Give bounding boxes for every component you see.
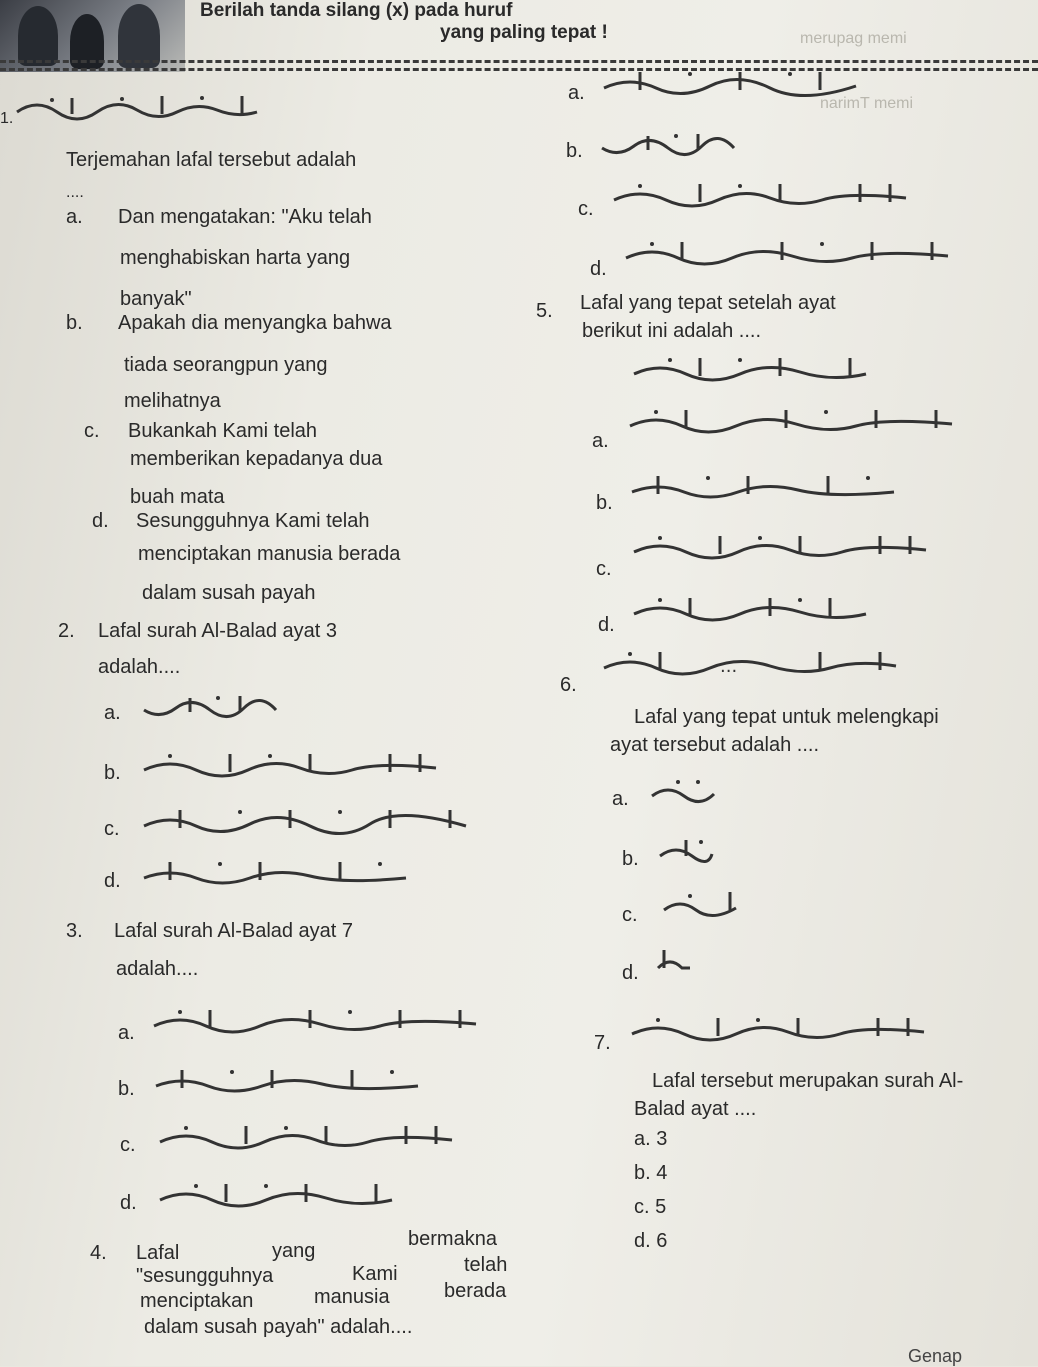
q5-stem: berikut ini adalah .... <box>582 320 761 342</box>
q4-text: "sesungguhnya <box>136 1265 274 1287</box>
instruction-header <box>190 0 1038 60</box>
q7-number: 7. <box>594 1032 611 1054</box>
q1-option-text: buah mata <box>130 486 225 508</box>
header-divider <box>0 60 1038 63</box>
q1-option-text: Dan mengatakan: "Aku telah <box>118 206 372 228</box>
q5-option-a-arabic <box>626 404 956 434</box>
header-divider-2 <box>0 68 1038 71</box>
q2-option-a-arabic <box>140 690 280 720</box>
q1-ellipsis: .... <box>66 184 84 201</box>
q2-option-c-arabic <box>140 804 470 834</box>
q1-number: 1. <box>0 110 14 127</box>
q7-option-b[interactable]: b. 4 <box>634 1162 668 1184</box>
q2-stem: Lafal surah Al-Balad ayat 3 <box>98 620 338 642</box>
q4-text: berada <box>444 1280 507 1302</box>
q1-arabic-option-letter[interactable]: d. <box>590 258 607 280</box>
q3-option-letter[interactable]: b. <box>118 1078 135 1100</box>
q5-option-b-arabic <box>628 470 898 500</box>
q5-stem: Lafal yang tepat setelah ayat <box>580 292 836 314</box>
q1-option-text: Bukankah Kami telah <box>128 420 318 442</box>
q6-option-c-arabic <box>660 888 740 918</box>
q3-stem: Lafal surah Al-Balad ayat 7 <box>114 920 354 942</box>
q5-option-d-arabic <box>630 592 870 622</box>
q2-option-letter[interactable]: d. <box>104 870 121 892</box>
q6-arabic-verse <box>600 646 900 676</box>
q6-option-letter[interactable]: b. <box>622 848 639 870</box>
q2-stem: adalah.... <box>98 656 181 678</box>
q1-option-text: Apakah dia menyangka bahwa <box>118 312 392 334</box>
q1-arabic-option-c <box>610 178 910 208</box>
q4-text: Kami <box>352 1263 398 1285</box>
q1-option-letter: a. <box>66 206 83 228</box>
q2-option-letter[interactable]: a. <box>104 702 121 724</box>
q3-option-a-arabic <box>150 1004 480 1034</box>
bleed-text: narimT memi <box>820 95 914 112</box>
q1-option-letter: b. <box>66 312 83 334</box>
bleed-text: merupag memi <box>800 30 907 47</box>
q1-arabic-option-letter[interactable]: a. <box>568 82 585 104</box>
q1-option-text: Sesungguhnya Kami telah <box>136 510 370 532</box>
q5-option-letter[interactable]: c. <box>596 558 612 580</box>
q3-option-d-arabic <box>156 1178 396 1208</box>
q4-text: Lafal <box>136 1242 180 1264</box>
svg-text:...: ... <box>720 656 738 677</box>
q3-stem: adalah.... <box>116 958 199 980</box>
q5-option-letter[interactable]: a. <box>592 430 609 452</box>
q2-number: 2. <box>58 620 75 642</box>
q4-text: dalam susah payah" adalah.... <box>144 1316 413 1338</box>
q1-option-text: menghabiskan harta yang <box>120 247 351 269</box>
q1-arabic-option-d <box>622 236 952 266</box>
q1-stem: Terjemahan lafal tersebut adalah <box>66 149 357 171</box>
footer-semester-text: Genap <box>908 1346 963 1366</box>
q3-option-c-arabic <box>156 1120 456 1150</box>
q4-text: telah <box>464 1254 508 1276</box>
q7-stem: Lafal tersebut merupakan surah Al- <box>652 1070 964 1092</box>
q1-arabic-option-letter[interactable]: b. <box>566 140 583 162</box>
q7-option-d[interactable]: d. 6 <box>634 1230 668 1252</box>
q4-text: bermakna <box>408 1228 497 1250</box>
q6-option-letter[interactable]: d. <box>622 962 639 984</box>
q5-option-letter[interactable]: d. <box>598 614 615 636</box>
q1-option-letter: c. <box>84 420 100 442</box>
q4-number: 4. <box>90 1242 107 1264</box>
q2-option-b-arabic <box>140 748 440 778</box>
q1-option-text: melihatnya <box>124 390 221 412</box>
q3-option-letter[interactable]: a. <box>118 1022 135 1044</box>
q4-text: menciptakan <box>140 1290 254 1312</box>
q7-stem: Balad ayat .... <box>634 1098 757 1120</box>
q1-option-letter: d. <box>92 510 109 532</box>
q3-number: 3. <box>66 920 83 942</box>
instruction-line-2: yang paling tepat ! <box>440 22 608 43</box>
q5-option-c-arabic <box>630 530 930 560</box>
q5-option-letter[interactable]: b. <box>596 492 613 514</box>
q1-option-text: banyak" <box>120 288 192 310</box>
q1-option-text: menciptakan manusia berada <box>138 543 401 565</box>
q1-option-text: memberikan kepadanya dua <box>130 448 383 470</box>
q3-option-letter[interactable]: d. <box>120 1192 137 1214</box>
q7-option-a[interactable]: a. 3 <box>634 1128 668 1150</box>
q2-option-letter[interactable]: b. <box>104 762 121 784</box>
q2-option-letter[interactable]: c. <box>104 818 120 840</box>
q6-option-a-arabic <box>648 774 718 804</box>
q2-option-d-arabic <box>140 856 410 886</box>
q6-stem: ayat tersebut adalah .... <box>610 734 820 756</box>
q4-text: yang <box>272 1240 316 1262</box>
q3-option-b-arabic <box>152 1064 422 1094</box>
q6-stem: Lafal yang tepat untuk melengkapi <box>634 706 939 728</box>
instruction-line-1: Berilah tanda silang (x) pada huruf <box>200 0 513 21</box>
q1-option-text: tiada seorangpun yang <box>124 354 328 376</box>
q6-option-d-arabic <box>654 946 694 976</box>
q6-option-letter[interactable]: a. <box>612 788 629 810</box>
q6-number: 6. <box>560 674 577 696</box>
q4-text: manusia <box>314 1286 390 1308</box>
q6-option-b-arabic <box>656 834 716 864</box>
q1-arabic-option-b <box>598 128 738 158</box>
q1-arabic-verse <box>12 90 262 120</box>
q1-arabic-option-a <box>600 66 860 96</box>
q7-arabic-verse <box>628 1012 928 1042</box>
q1-arabic-option-letter[interactable]: c. <box>578 198 594 220</box>
q5-arabic-verse <box>630 352 870 382</box>
q1-option-text: dalam susah payah <box>142 582 316 604</box>
q3-option-letter[interactable]: c. <box>120 1134 136 1156</box>
q7-option-c[interactable]: c. 5 <box>634 1196 667 1218</box>
q5-number: 5. <box>536 300 553 322</box>
q6-option-letter[interactable]: c. <box>622 904 638 926</box>
